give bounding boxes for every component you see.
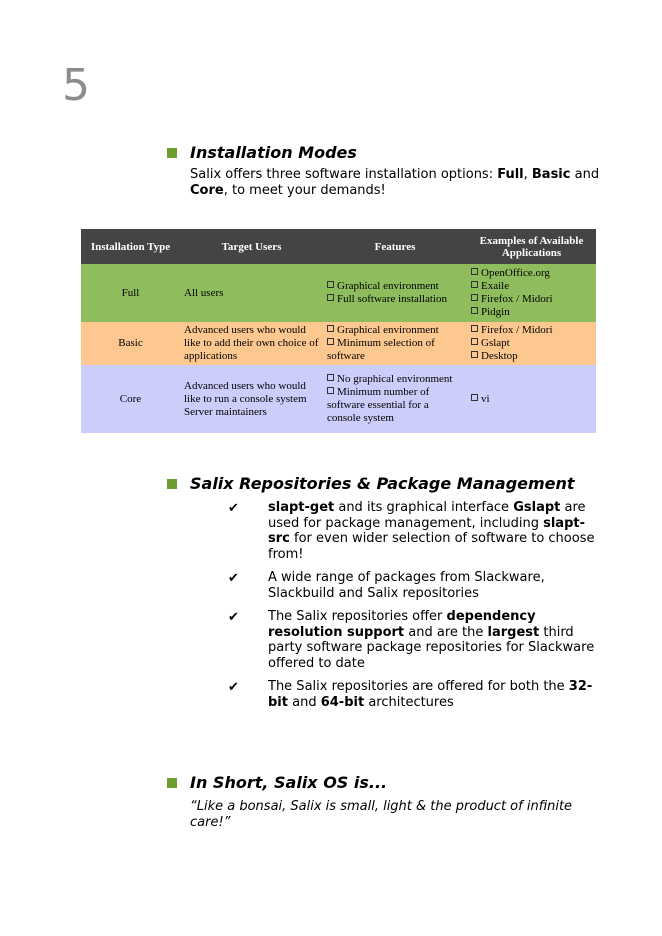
table-row-full bbox=[81, 264, 596, 322]
section-bullet-installation bbox=[167, 148, 177, 158]
list-item bbox=[228, 679, 600, 710]
checkmark-icon: ✔ bbox=[228, 680, 239, 695]
bold-text: slapt-get bbox=[268, 500, 335, 515]
item-text: and bbox=[287, 694, 321, 710]
intro-sep: , bbox=[523, 167, 532, 182]
app-item bbox=[471, 337, 592, 350]
header-features: Features bbox=[323, 229, 467, 264]
user-line: Advanced users who would like to run a console system bbox=[184, 379, 307, 405]
intro-and: and bbox=[570, 167, 600, 182]
square-bullet-icon bbox=[327, 294, 334, 301]
user-line: All users bbox=[184, 286, 224, 299]
app-item bbox=[471, 324, 592, 337]
cell-features bbox=[323, 322, 467, 365]
header-examples: Examples of Available Applications bbox=[467, 229, 596, 264]
square-bullet-icon bbox=[471, 394, 478, 401]
list-item bbox=[228, 500, 600, 562]
item-text: are used for package management, including bbox=[268, 500, 586, 531]
app-item bbox=[471, 293, 592, 306]
section-bullet-repositories bbox=[167, 479, 177, 489]
intro-text-1: Salix offers three software installation options: bbox=[190, 167, 498, 182]
feature-item bbox=[327, 293, 463, 306]
item-text: architectures bbox=[364, 694, 454, 710]
app-text: vi bbox=[481, 392, 490, 405]
cell-users bbox=[180, 322, 323, 365]
page-number: 5 bbox=[62, 60, 90, 111]
cell-type: Full bbox=[81, 264, 180, 322]
item-text: and its graphical interface bbox=[334, 500, 514, 515]
feature-item bbox=[327, 373, 463, 386]
header-target-users: Target Users bbox=[180, 229, 323, 264]
app-item bbox=[471, 393, 592, 406]
square-bullet-icon bbox=[471, 307, 478, 314]
feature-item bbox=[327, 324, 463, 337]
repositories-checklist bbox=[228, 500, 600, 718]
app-text: Exaile bbox=[481, 280, 510, 292]
square-bullet-icon bbox=[471, 351, 478, 358]
heading-in-short: In Short, Salix OS is... bbox=[190, 773, 388, 792]
feature-text: Graphical environment bbox=[337, 280, 439, 292]
square-bullet-icon bbox=[327, 325, 334, 332]
square-bullet-icon bbox=[471, 325, 478, 332]
app-text: Firefox / Midori bbox=[481, 324, 553, 336]
feature-text: Graphical environment bbox=[337, 324, 439, 336]
item-text: and are the bbox=[404, 624, 488, 640]
installation-modes-table bbox=[81, 229, 596, 433]
cell-users bbox=[180, 264, 323, 322]
app-item bbox=[471, 280, 592, 293]
cell-type: Basic bbox=[81, 322, 180, 365]
item-text: The Salix repositories offer bbox=[268, 609, 447, 624]
app-item bbox=[471, 267, 592, 280]
cell-apps bbox=[467, 365, 596, 433]
cell-apps bbox=[467, 322, 596, 365]
section-bullet-in-short bbox=[167, 778, 177, 788]
heading-installation-modes: Installation Modes bbox=[190, 143, 357, 162]
app-text: Pidgin bbox=[481, 306, 510, 318]
feature-text: No graphical environment bbox=[337, 373, 453, 385]
square-bullet-icon bbox=[327, 281, 334, 288]
list-item bbox=[228, 570, 600, 601]
checkmark-icon: ✔ bbox=[228, 571, 239, 586]
intro-text-2: , to meet your demands! bbox=[223, 183, 386, 198]
bold-text: 32-bit bbox=[268, 679, 593, 710]
feature-item bbox=[327, 386, 463, 425]
square-bullet-icon bbox=[471, 294, 478, 301]
intro-core: Core bbox=[190, 183, 224, 198]
intro-full: Full bbox=[497, 167, 524, 182]
feature-text: Minimum number of software essential for a console system bbox=[327, 386, 430, 424]
bold-text: dependency resolution support bbox=[268, 609, 536, 640]
bold-text: largest bbox=[487, 624, 540, 640]
cell-users bbox=[180, 365, 323, 433]
intro-basic: Basic bbox=[531, 167, 571, 182]
square-bullet-icon bbox=[327, 374, 334, 381]
table-row-basic bbox=[81, 322, 596, 365]
square-bullet-icon bbox=[471, 338, 478, 345]
bonsai-quote: “Like a bonsai, Salix is small, light & the product of infinite care!” bbox=[190, 799, 573, 830]
square-bullet-icon bbox=[471, 268, 478, 275]
item-text: third party software package repositories for Slackware offered to date bbox=[268, 624, 595, 671]
checkmark-icon: ✔ bbox=[228, 610, 239, 625]
app-text: Firefox / Midori bbox=[481, 293, 553, 305]
cell-features bbox=[323, 264, 467, 322]
app-text: Gslapt bbox=[481, 337, 510, 349]
user-line: Server maintainers bbox=[184, 405, 267, 418]
app-item bbox=[471, 350, 592, 363]
app-text: OpenOffice.org bbox=[481, 267, 550, 279]
cell-features bbox=[323, 365, 467, 433]
feature-item bbox=[327, 337, 463, 363]
item-text: A wide range of packages from Slackware, Slackbuild and Salix repositories bbox=[268, 570, 545, 601]
square-bullet-icon bbox=[327, 387, 334, 394]
header-installation-type: Installation Type bbox=[81, 229, 180, 264]
intro-paragraph bbox=[190, 167, 600, 199]
item-text: The Salix repositories are offered for both the bbox=[268, 679, 569, 694]
table-header-row bbox=[81, 229, 596, 264]
heading-repositories: Salix Repositories & Package Management bbox=[190, 474, 575, 493]
app-item bbox=[471, 306, 592, 319]
app-text: Desktop bbox=[481, 350, 518, 362]
bold-text: Gslapt bbox=[513, 500, 561, 515]
cell-type: Core bbox=[81, 365, 180, 433]
square-bullet-icon bbox=[471, 281, 478, 288]
feature-text: Minimum selection of software bbox=[327, 337, 435, 362]
checkmark-icon: ✔ bbox=[228, 501, 239, 516]
user-line: Advanced users who would like to add their own choice of applications bbox=[184, 324, 319, 362]
bold-text: 64-bit bbox=[320, 694, 365, 710]
feature-item bbox=[327, 280, 463, 293]
feature-text: Full software installation bbox=[337, 293, 447, 305]
bold-text: slapt-src bbox=[268, 515, 585, 546]
table-row-core bbox=[81, 365, 596, 433]
item-text: for even wider selection of software to choose from! bbox=[268, 531, 595, 562]
cell-apps bbox=[467, 264, 596, 322]
square-bullet-icon bbox=[327, 338, 334, 345]
list-item bbox=[228, 609, 600, 671]
